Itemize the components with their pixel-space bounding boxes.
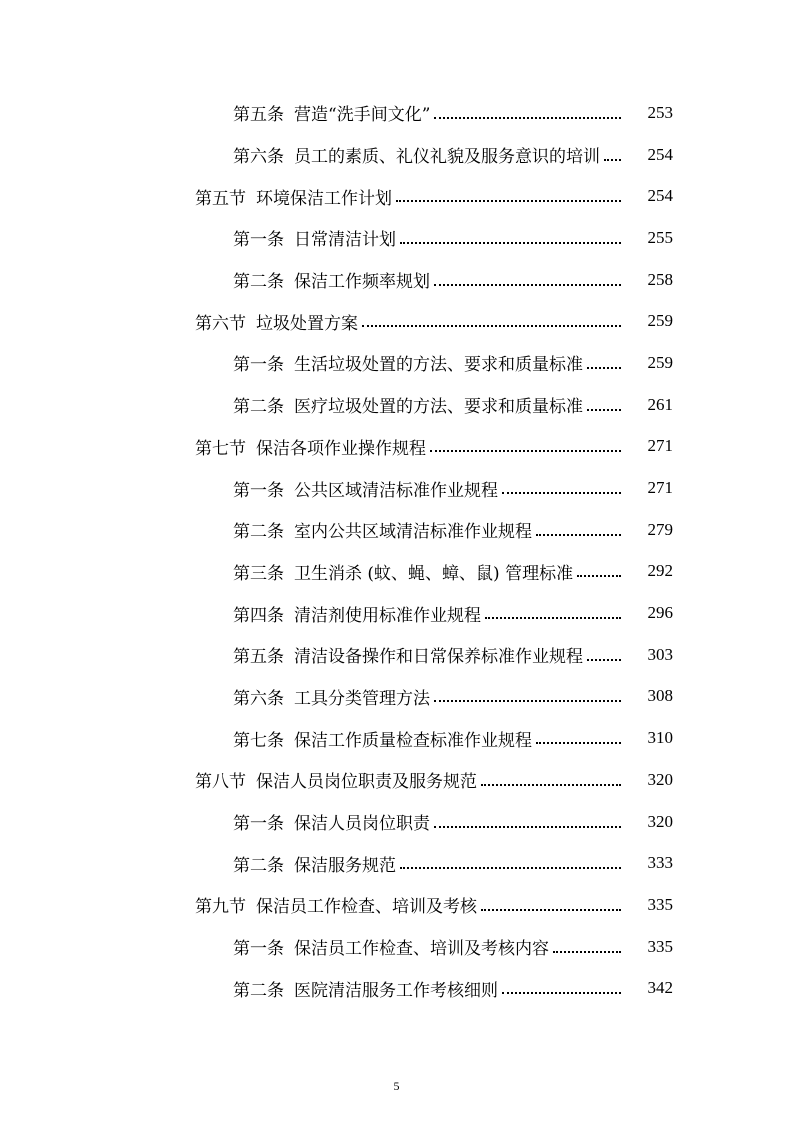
toc-entry-number: 第七条 (233, 730, 284, 751)
toc-section-page: 254 (647, 186, 673, 206)
toc-entry-number: 第六条 (233, 147, 284, 168)
toc-entry[interactable] (0, 634, 793, 676)
dot-leader (536, 742, 621, 744)
toc-entry-title: 保洁服务规范 (294, 855, 396, 876)
toc-entry-title: 卫生消杀 (蚊、蝇、蟑、鼠) 管理标准 (294, 563, 574, 584)
toc-entry[interactable] (0, 801, 793, 843)
dot-leader (481, 909, 621, 911)
toc-entry-number: 第一条 (233, 814, 284, 835)
toc-section-number: 第八节 (195, 772, 246, 793)
toc-entry-page: 296 (647, 603, 673, 623)
toc-section-page: 259 (647, 311, 673, 331)
toc-entry-page: 333 (647, 853, 673, 873)
toc-entry-title: 日常清洁计划 (294, 230, 396, 251)
toc-section-title: 垃圾处置方案 (256, 313, 358, 334)
toc-entry[interactable] (0, 551, 793, 593)
toc-section[interactable] (0, 884, 793, 926)
dot-leader (396, 200, 621, 202)
toc-section-number: 第五节 (195, 188, 246, 209)
toc-entry-number: 第四条 (233, 605, 284, 626)
toc-entry[interactable] (0, 967, 793, 1009)
dot-leader (400, 867, 621, 869)
toc-entry-number: 第二条 (233, 855, 284, 876)
toc-section-page: 335 (647, 894, 673, 914)
toc-section[interactable] (0, 426, 793, 468)
toc-entry-page: 342 (647, 978, 673, 998)
toc-entry[interactable] (0, 926, 793, 968)
toc-entry-title: 生活垃圾处置的方法、要求和质量标准 (294, 355, 583, 376)
toc-entry[interactable] (0, 217, 793, 259)
dot-leader (434, 700, 621, 702)
dot-leader (577, 575, 621, 577)
toc-entry-title: 营造“洗手间文化” (294, 105, 431, 126)
toc-entry-number: 第一条 (233, 355, 284, 376)
toc-entry[interactable] (0, 842, 793, 884)
toc-entry-number: 第一条 (233, 480, 284, 501)
toc-entry[interactable] (0, 259, 793, 301)
toc-entry-title: 清洁剂使用标准作业规程 (294, 605, 481, 626)
toc-entry[interactable] (0, 717, 793, 759)
toc-entry-number: 第三条 (233, 563, 284, 584)
dot-leader (434, 826, 621, 828)
toc-entry-page: 271 (647, 478, 673, 498)
toc-entry-page: 261 (647, 394, 673, 414)
toc-entry-page: 335 (647, 936, 673, 956)
dot-leader (604, 159, 621, 161)
toc-entry-page: 279 (647, 519, 673, 539)
toc-section-number: 第七节 (195, 438, 246, 459)
toc-entry-page: 253 (647, 102, 673, 122)
toc-entry[interactable] (0, 92, 793, 134)
toc-section-page: 320 (647, 769, 673, 789)
toc-entry-number: 第六条 (233, 688, 284, 709)
toc-entry[interactable] (0, 134, 793, 176)
toc-entry-title: 医院清洁服务工作考核细则 (294, 980, 498, 1001)
dot-leader (434, 117, 621, 119)
toc-entry-page: 255 (647, 227, 673, 247)
toc-entry-number: 第一条 (233, 939, 284, 960)
toc-entry-title: 保洁工作频率规划 (294, 272, 430, 293)
toc-entry-title: 员工的素质、礼仪礼貌及服务意识的培训 (294, 147, 600, 168)
toc-entry-number: 第一条 (233, 230, 284, 251)
dot-leader (485, 617, 621, 619)
page-number: 5 (393, 1079, 400, 1093)
toc-section-title: 保洁各项作业操作规程 (256, 438, 426, 459)
toc-section[interactable] (0, 300, 793, 342)
toc-entry-title: 公共区域清洁标准作业规程 (294, 480, 498, 501)
toc-section-title: 保洁员工作检查、培训及考核 (256, 897, 477, 918)
toc-section[interactable] (0, 175, 793, 217)
dot-leader (430, 450, 621, 452)
toc-entry-number: 第二条 (233, 272, 284, 293)
dot-leader (502, 992, 621, 994)
toc-entry-number: 第二条 (233, 397, 284, 418)
toc-entry-page: 254 (647, 144, 673, 164)
dot-leader (434, 284, 621, 286)
toc-entry-title: 保洁人员岗位职责 (294, 814, 430, 835)
toc-entry-page: 320 (647, 811, 673, 831)
toc-entry[interactable] (0, 509, 793, 551)
toc-entry-page: 303 (647, 644, 673, 664)
toc-section-page: 271 (647, 436, 673, 456)
toc-entry-number: 第五条 (233, 647, 284, 668)
table-of-contents (0, 92, 793, 1009)
dot-leader (362, 325, 621, 327)
toc-entry-page: 310 (647, 728, 673, 748)
dot-leader (400, 242, 621, 244)
toc-entry-number: 第五条 (233, 105, 284, 126)
dot-leader (587, 659, 621, 661)
toc-entry-page: 308 (647, 686, 673, 706)
toc-entry[interactable] (0, 342, 793, 384)
toc-entry[interactable] (0, 384, 793, 426)
dot-leader (553, 951, 621, 953)
dot-leader (587, 367, 621, 369)
dot-leader (536, 534, 621, 536)
toc-entry-title: 保洁工作质量检查标准作业规程 (294, 730, 532, 751)
toc-section[interactable] (0, 759, 793, 801)
toc-entry-title: 清洁设备操作和日常保养标准作业规程 (294, 647, 583, 668)
toc-entry-page: 259 (647, 352, 673, 372)
toc-entry[interactable] (0, 467, 793, 509)
toc-entry-number: 第二条 (233, 980, 284, 1001)
toc-section-number: 第九节 (195, 897, 246, 918)
toc-entry-title: 医疗垃圾处置的方法、要求和质量标准 (294, 397, 583, 418)
dot-leader (587, 409, 621, 411)
toc-entry-title: 工具分类管理方法 (294, 688, 430, 709)
dot-leader (481, 784, 621, 786)
toc-entry-title: 室内公共区域清洁标准作业规程 (294, 522, 532, 543)
toc-section-title: 保洁人员岗位职责及服务规范 (256, 772, 477, 793)
dot-leader (502, 492, 621, 494)
toc-entry-title: 保洁员工作检查、培训及考核内容 (294, 939, 549, 960)
toc-entry-page: 292 (647, 561, 673, 581)
toc-section-title: 环境保洁工作计划 (256, 188, 392, 209)
toc-section-number: 第六节 (195, 313, 246, 334)
toc-entry-number: 第二条 (233, 522, 284, 543)
toc-entry[interactable] (0, 592, 793, 634)
toc-entry[interactable] (0, 676, 793, 718)
toc-entry-page: 258 (647, 269, 673, 289)
